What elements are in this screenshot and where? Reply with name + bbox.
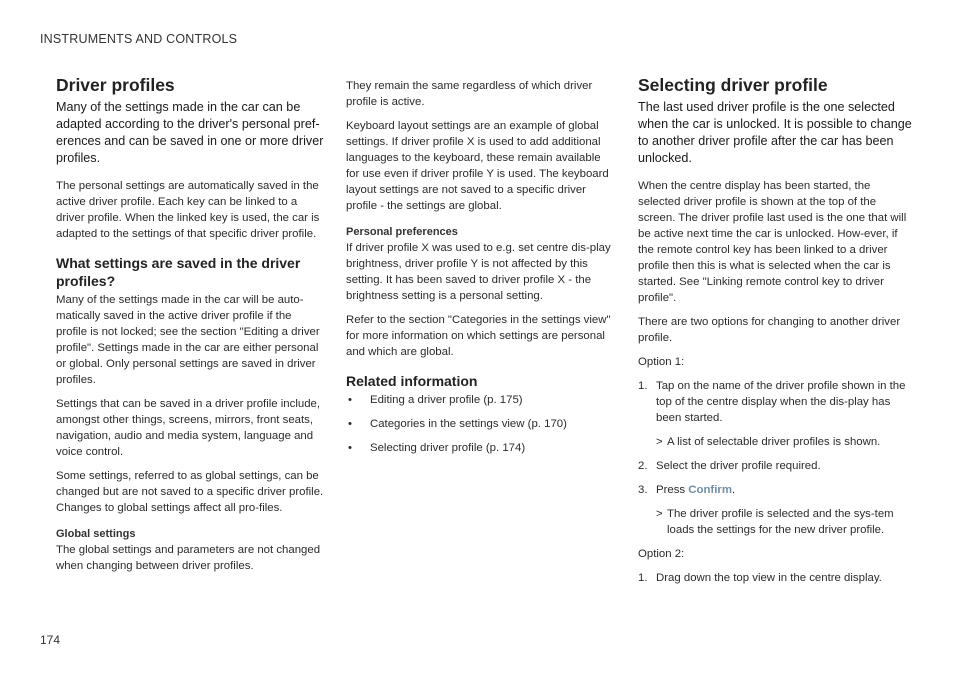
paragraph: Some settings, referred to as global settings, can be changed but are not saved to a specific driver profile. Changes to global settings affect all pro-files. <box>56 470 324 514</box>
step-1 <box>638 378 912 426</box>
related-link-label: Categories in the settings view (p. 170) <box>370 418 567 430</box>
step-text: Drag down the top view in the centre display. <box>656 572 882 584</box>
result-text: The driver profile is selected and the sys-tem loads the settings for the new driver profile. <box>667 508 894 536</box>
step-text: Tap on the name of the driver profile shown in the top of the centre display when the dis-play has been started. <box>656 380 906 424</box>
step-text-end: . <box>731 484 736 496</box>
step-number: 2. <box>638 460 648 472</box>
step-1-result <box>638 434 912 450</box>
result-arrow-icon: > <box>656 508 663 520</box>
paragraph: Refer to the section "Categories in the settings view" for more information on which settings are personal and which are global. <box>346 314 611 358</box>
paragraph: Keyboard layout settings are an example of global settings. If driver profile X is used to add additional languages to the keyboard, these remain available for use even if driver profile Y is used. The keyboard layout settings are not saved to a specific driver profile - the settings are global. <box>346 120 609 212</box>
related-link-selecting[interactable] <box>346 440 611 456</box>
bullet-icon: • <box>348 418 352 430</box>
column-left <box>56 75 324 582</box>
paragraph: When the centre display has been started, the selected driver profile is shown at the top of the screen. The driver profile last used is the one that will be active next time the car is unlocked. How-ever, if the remote control key has been linked to a driver profile then this is what is selected when the car is started. See "Linking remote control key to driver profile". <box>638 180 907 304</box>
related-link-label: Editing a driver profile (p. 175) <box>370 394 523 406</box>
column-middle <box>346 78 611 464</box>
subheading-what-settings: What settings are saved in the driver profiles? <box>56 255 301 289</box>
section-title-driver-profiles: Driver profiles <box>56 75 175 95</box>
paragraph: Settings that can be saved in a driver profile include, amongst other things, screens, mirrors, front seats, navigation, audio and media system, language and voice control. <box>56 398 321 458</box>
option-2-step-1 <box>638 570 912 586</box>
bullet-icon: • <box>348 394 352 406</box>
confirm-button-label: Confirm <box>688 484 732 496</box>
related-link-editing[interactable] <box>346 392 611 408</box>
subheading-personal-preferences: Personal preferences <box>346 226 458 238</box>
related-links-list <box>346 392 611 456</box>
paragraph: Many of the settings made in the car will be auto-matically saved in the active driver profile if the profile is not locked; see the section "Editing a driver profile". Settings made in the car are either personal or global. Only personal settings are saved in driver profiles. <box>56 294 320 386</box>
related-link-categories[interactable] <box>346 416 611 432</box>
step-3 <box>638 482 912 498</box>
bullet-icon: • <box>348 442 352 454</box>
option-2-label: Option 2: <box>638 548 685 560</box>
column-right <box>638 75 912 594</box>
step-text-press: Press <box>656 484 689 496</box>
step-2 <box>638 458 912 474</box>
section-title-selecting-driver-profile: Selecting driver profile <box>638 75 828 95</box>
step-text: Select the driver profile required. <box>656 460 821 472</box>
paragraph: The global settings and parameters are not changed when changing between driver profiles. <box>56 544 321 572</box>
page-number: 174 <box>40 633 61 647</box>
related-link-label: Selecting driver profile (p. 174) <box>370 442 526 454</box>
option-1-label: Option 1: <box>638 356 685 368</box>
step-number: 3. <box>638 484 648 496</box>
lead-paragraph: The last used driver profile is the one selected when the car is unlocked. It is possible to change to another driver profile after the car has been unlocked. <box>638 100 912 165</box>
paragraph: They remain the same regardless of which driver profile is active. <box>346 80 593 108</box>
result-text: A list of selectable driver profiles is shown. <box>667 436 881 448</box>
step-number: 1. <box>638 572 648 584</box>
step-number: 1. <box>638 380 648 392</box>
subheading-related-information: Related information <box>346 373 478 389</box>
step-3-result <box>638 506 912 538</box>
subheading-global-settings: Global settings <box>56 528 136 540</box>
lead-paragraph: Many of the settings made in the car can be adapted according to the driver's personal pref-erences and can be saved in one or more driver profiles. <box>56 100 324 165</box>
paragraph: The personal settings are automatically saved in the active driver profile. Each key can be linked to a driver profile. When the linked key is used, the car is adapted to the settings of that specific driver profile. <box>56 180 320 240</box>
paragraph: There are two options for changing to another driver profile. <box>638 316 901 344</box>
paragraph: If driver profile X was used to e.g. set centre dis-play brightness, driver profile Y is not affected by this setting. It has been saved to driver profile X - the brightness setting is a personal setting. <box>346 242 611 302</box>
result-arrow-icon: > <box>656 436 663 448</box>
running-header: INSTRUMENTS AND CONTROLS <box>40 32 238 46</box>
